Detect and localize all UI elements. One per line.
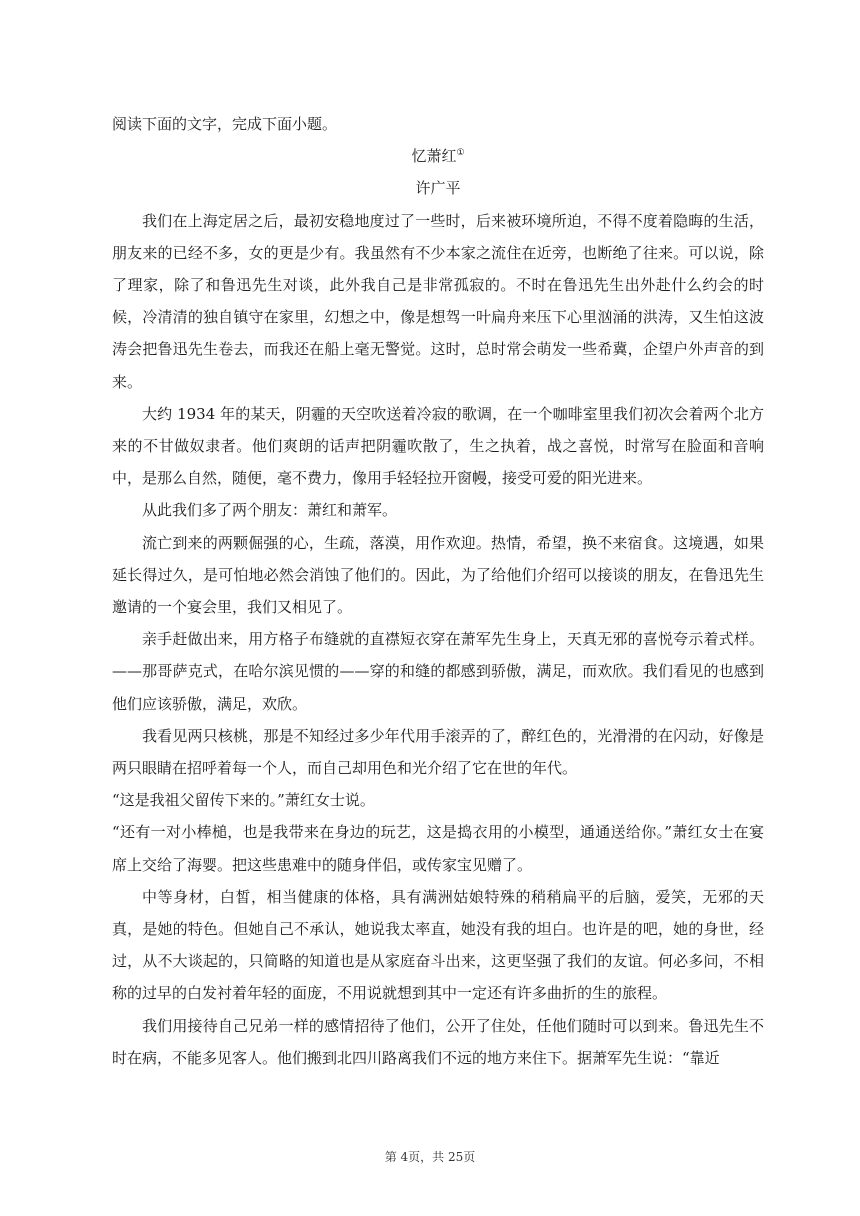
article-paragraphs — [112, 205, 764, 1074]
paragraph: 我们用接待自己兄弟一样的感情招待了他们，公开了住处，任他们随时可以到来。鲁迅先生不时在病，不能多见客人。他们搬到北四川路离我们不远的地方来住下。据萧军先生说：“靠近 — [112, 1016, 764, 1067]
paragraph: “还有一对小棒槌，也是我带来在身边的玩艺，这是捣衣用的小模型，通通送给你。”萧红女士在宴席上交给了海婴。把这些患难中的随身伴侣，或传家宝见赠了。 — [112, 823, 764, 874]
paragraph: 亲手赶做出来，用方格子布缝就的直襟短衣穿在萧军先生身上，天真无邪的喜悦夸示着式样。——那哥萨克式，在哈尔滨见惯的——穿的和缝的都感到骄傲，满足，而欢欣。我们看见的也感到他们应该骄傲，满足，欢欣。 — [112, 630, 764, 713]
paragraph: 从此我们多了两个朋友：萧红和萧军。 — [142, 501, 398, 520]
paragraph: 大约 1934 年的某天，阴霾的天空吹送着冷寂的歌调，在一个咖啡室里我们初次会着两个北方来的不甘做奴隶者。他们爽朗的话声把阴霾吹散了，生之执着，战之喜悦，时常写在脸面和音响中，是那么自然，随便，毫不费力，像用手轻轻拉开窗幔，接受可爱的阳光进来。 — [112, 404, 764, 488]
page-footer: 第 4页，共 25页 — [384, 1150, 476, 1164]
paragraph: 我看见两只核桃，那是不知经过多少年代用手滚弄的了，醉红色的，光滑滑的在闪动，好像是两只眼睛在招呼着每一个人，而自己却用色和光介绍了它在世的年代。 — [112, 726, 764, 778]
paragraph: 中等身材，白皙，相当健康的体格，具有满洲姑娘特殊的稍稍扁平的后脑，爱笑，无邪的天真，是她的特色。但她自己不承认，她说我太率直，她没有我的坦白。也许是的吧，她的身世，经过，从不大谈起的，只简略的知道也是从家庭奋斗出来，这更坚强了我们的友谊。何必多问，不相称的过早的白发衬着年轻的面庞，不用说就想到其中一定还有许多曲折的生的旅程。 — [112, 887, 764, 1003]
footnote-marker: ① — [456, 148, 465, 159]
article-author: 许广平 — [415, 179, 461, 198]
instruction-text: 阅读下面的文字，完成下面小题。 — [112, 115, 338, 133]
article-title-text: 忆萧红 — [411, 147, 457, 166]
document-body — [112, 108, 764, 1074]
article-title — [112, 140, 764, 172]
paragraph: “这是我祖父留传下来的。”萧红女士说。 — [112, 791, 375, 810]
paragraph: 流亡到来的两颗倔强的心，生疏，落漠，用作欢迎。热情，希望，换不来宿食。这境遇，如果延长得过久，是可怕地必然会消蚀了他们的。因此，为了给他们介绍可以接谈的朋友，在鲁迅先生邀请的一个宴会里，我们又相见了。 — [112, 533, 764, 617]
paragraph: 我们在上海定居之后，最初安稳地度过了一些时，后来被环境所迫，不得不度着隐晦的生活，朋友来的已经不多，女的更是少有。我虽然有不少本家之流住在近旁，也断绝了往来。可以说，除了理家，除了和鲁迅先生对谈，此外我自己是非常孤寂的。不时在鲁迅先生出外赴什么约会的时候，冷清清的独自镇守在家里，幻想之中，像是想驾一叶扁舟来压下心里汹涌的洪涛，又生怕这波涛会把鲁迅先生卷去，而我还在船上毫无警觉。这时，总时常会萌发一些希冀，企望户外声音的到来。 — [112, 211, 764, 391]
